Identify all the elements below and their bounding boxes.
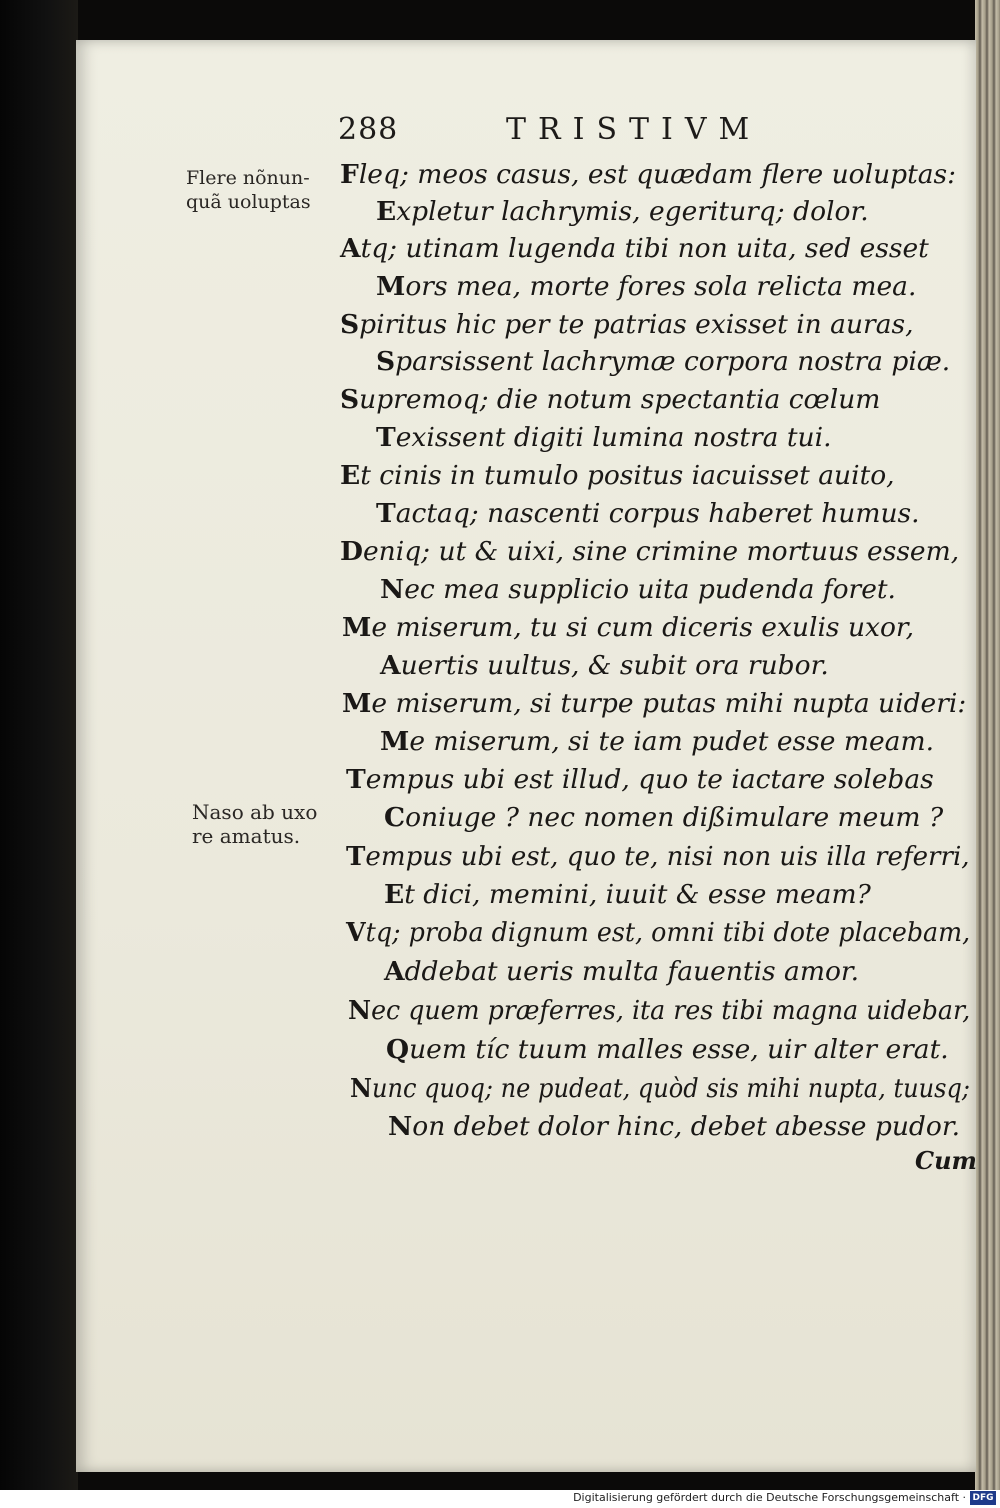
verse-initial: T [346, 764, 366, 795]
verse-line [380, 574, 896, 605]
verse-line-text: uertis uultus, & subit ora rubor. [400, 650, 829, 681]
verse-initial: N [388, 1111, 413, 1142]
dfg-logo: DFG [970, 1491, 996, 1505]
verse-initial: S [340, 309, 360, 340]
verse-initial: M [380, 726, 410, 757]
verse-line [346, 917, 970, 948]
verse-initial: N [350, 1073, 373, 1104]
verse-line [340, 384, 880, 415]
verse-initial: T [346, 841, 366, 872]
verse-line-text: ddebat ueris multa fauentis amor. [404, 956, 860, 987]
verse-initial: T [376, 422, 396, 453]
verse-line-text: t cinis in tumulo positus iacuisset auito, [360, 460, 895, 491]
verse-line [380, 726, 934, 757]
verse-line [346, 841, 970, 872]
verse-line-text: e miserum, tu si cum diceris exulis uxor, [371, 612, 915, 643]
verse-line [340, 159, 956, 190]
verse-line [340, 536, 959, 567]
verse-line [386, 1034, 949, 1065]
page-stack-edge [975, 0, 1000, 1490]
verse-line [342, 612, 914, 643]
marginal-note-line: quã uoluptas [186, 191, 311, 213]
verse-line-text: t dici, memini, iuuit & esse meam? [404, 879, 871, 910]
verse-line [376, 422, 832, 453]
funding-credit: Digitalisierung gefördert durch die Deutsche Forschungsgemeinschaft · [573, 1491, 966, 1504]
verse-initial: A [380, 650, 401, 681]
verse-initial: E [384, 879, 405, 910]
verse-line [384, 802, 943, 833]
verse-initial: N [380, 574, 405, 605]
marginal-note [186, 166, 311, 214]
verse-line-text: ors mea, morte fores sola relicta mea. [405, 271, 917, 302]
verse-initial: S [376, 346, 396, 377]
verse-line-text: ec mea supplicio uita pudenda foret. [404, 574, 896, 605]
verse-line-text: actaq; nascenti corpus haberet humus. [395, 498, 920, 529]
verse-line [346, 764, 934, 795]
verse-line [384, 956, 859, 987]
verse-initial: A [340, 233, 361, 264]
marginal-note [192, 800, 317, 848]
book-binding-shadow [0, 0, 78, 1508]
verse-line [376, 271, 916, 302]
verse-line-text: piritus hic per te patrias exisset in auras, [359, 309, 914, 340]
verse-line-text: on debet dolor hinc, debet abesse pudor. [412, 1111, 961, 1142]
verse-initial: V [346, 917, 366, 948]
verse-initial: T [376, 498, 396, 529]
verse-line-text: xpletur lachrymis, egeriturq; dolor. [396, 196, 869, 227]
verse-initial: D [340, 536, 363, 567]
verse-line-text: leq; meos casus, est quædam flere uoluptas: [358, 159, 957, 190]
verse-initial: Q [386, 1034, 410, 1065]
verse-initial: S [340, 384, 360, 415]
verse-initial: M [342, 612, 372, 643]
marginal-note-line: re amatus. [192, 824, 301, 848]
verse-initial: E [376, 196, 397, 227]
verse-line [350, 1073, 970, 1104]
marginal-note-line: Flere nõnun- [186, 167, 310, 189]
verse-line [342, 688, 966, 719]
verse-initial: F [340, 159, 359, 190]
verse-line-text: eniq; ut & uixi, sine crimine mortuus essem, [362, 536, 960, 567]
verse-line [384, 879, 871, 910]
verse-initial: M [376, 271, 406, 302]
verse-line [376, 346, 950, 377]
verse-line-text: parsissent lachrymæ corpora nostra piæ. [395, 346, 951, 377]
verse-line-text: e miserum, si te iam pudet esse meam. [409, 726, 935, 757]
verse-line-text: tq; utinam lugenda tibi non uita, sed esset [360, 233, 929, 264]
verse-line-text: e miserum, si turpe putas mihi nupta uideri: [371, 688, 967, 719]
verse-initial: M [342, 688, 372, 719]
page-number: 288 [338, 112, 399, 147]
verse-initial: A [384, 956, 405, 987]
verse-line-text: ec quem præferres, ita res tibi magna uidebar, [371, 995, 971, 1026]
running-head [0, 112, 1000, 152]
verse-line-text: empus ubi est illud, quo te iactare solebas [365, 764, 934, 795]
marginal-note-line: Naso ab uxo [192, 800, 318, 824]
verse-line-text: empus ubi est, quo te, nisi non uis illa referri, [365, 841, 970, 872]
verse-line [388, 1111, 960, 1142]
verse-line [340, 233, 929, 264]
verse-initial: C [384, 802, 406, 833]
verse-line-text: upremoq; die notum spectantia cœlum [359, 384, 881, 415]
verse-line [348, 995, 970, 1026]
verse-line [376, 498, 920, 529]
verse-line-text: tq; proba dignum est, omni tibi dote placebam, [365, 917, 971, 948]
verse-line [376, 196, 869, 227]
verse-line [380, 650, 829, 681]
verse-line-text: unc quoq; ne pudeat, quòd sis mihi nupta, tuusq; [372, 1073, 970, 1104]
verse-line [340, 460, 895, 491]
verse-line [340, 309, 914, 340]
catchword: Cum [915, 1146, 977, 1175]
running-title: TRISTIVM [506, 112, 762, 147]
verse-line-text: oniuge ? nec nomen dißimulare meum ? [405, 802, 944, 833]
verse-line-text: exissent digiti lumina nostra tui. [395, 422, 832, 453]
digitization-footer [0, 1490, 1000, 1508]
verse-initial: N [348, 995, 372, 1026]
verse-line-text: uem tíc tuum malles esse, uir alter erat. [409, 1034, 949, 1065]
verse-initial: E [340, 460, 361, 491]
